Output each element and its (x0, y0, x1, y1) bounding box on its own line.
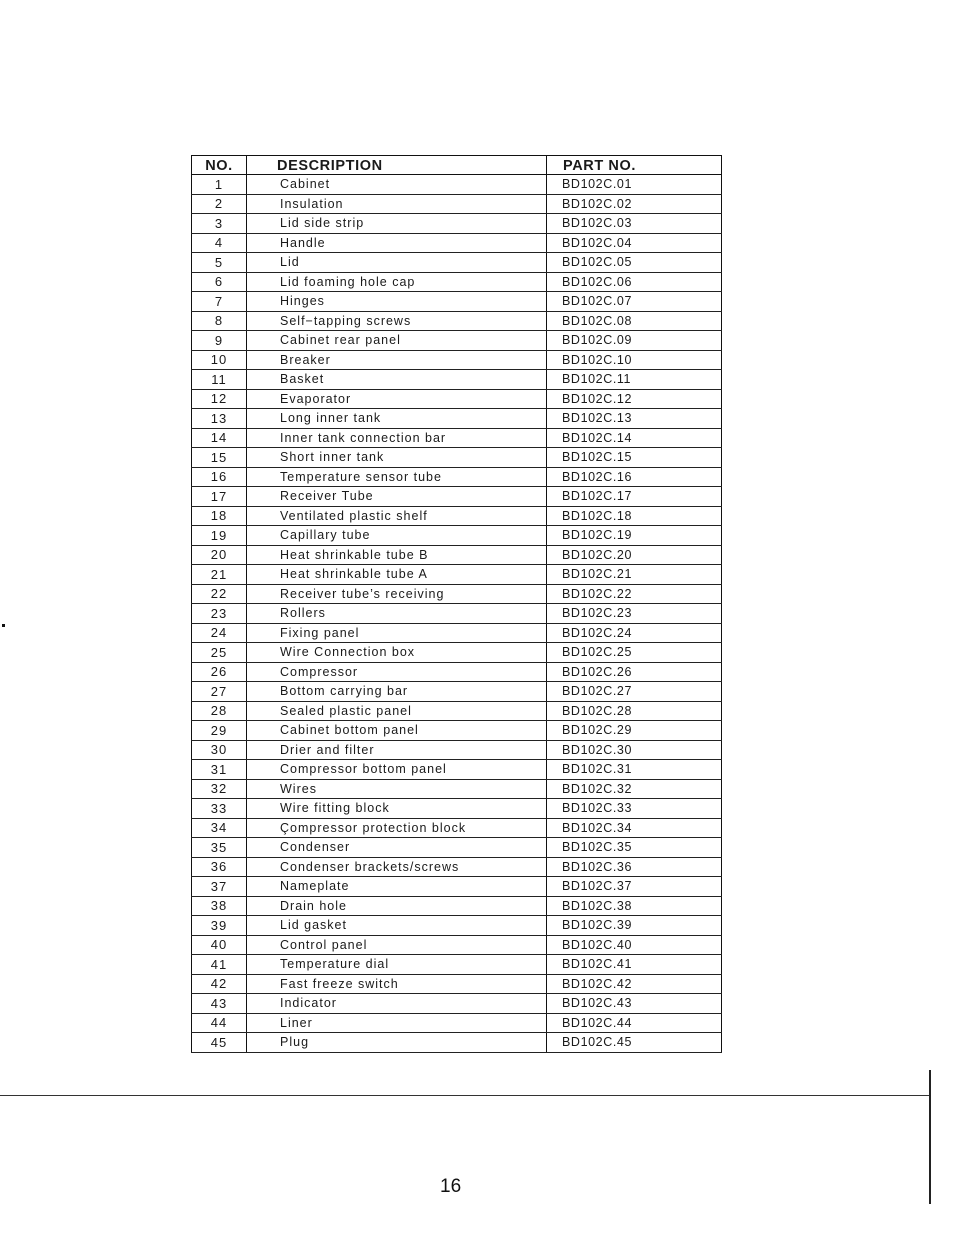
row-description: Lid side strip (247, 214, 547, 234)
parts-table-body (192, 175, 722, 1053)
row-number: 1 (192, 175, 247, 195)
row-number: 45 (192, 1033, 247, 1053)
table-row (192, 760, 722, 780)
row-description: Heat shrinkable tube B (247, 545, 547, 565)
row-number: 31 (192, 760, 247, 780)
row-number: 24 (192, 623, 247, 643)
table-row (192, 272, 722, 292)
table-row (192, 545, 722, 565)
table-row (192, 292, 722, 312)
table-row (192, 701, 722, 721)
row-description: Evaporator (247, 389, 547, 409)
row-description: Drier and filter (247, 740, 547, 760)
row-part-number: BD102C.41 (547, 955, 722, 975)
table-row (192, 935, 722, 955)
row-number: 28 (192, 701, 247, 721)
table-header-row (192, 156, 722, 175)
row-number: 10 (192, 350, 247, 370)
row-part-number: BD102C.12 (547, 389, 722, 409)
row-number: 6 (192, 272, 247, 292)
table-row (192, 467, 722, 487)
row-description: Fast freeze switch (247, 974, 547, 994)
row-part-number: BD102C.18 (547, 506, 722, 526)
row-description: Indicator (247, 994, 547, 1014)
row-number: 11 (192, 370, 247, 390)
row-number: 7 (192, 292, 247, 312)
table-row (192, 389, 722, 409)
row-description: Wires (247, 779, 547, 799)
row-part-number: BD102C.33 (547, 799, 722, 819)
row-part-number: BD102C.05 (547, 253, 722, 273)
table-row (192, 818, 722, 838)
row-part-number: BD102C.39 (547, 916, 722, 936)
table-row (192, 974, 722, 994)
row-number: 42 (192, 974, 247, 994)
page-edge-mark (929, 1070, 931, 1204)
row-part-number: BD102C.40 (547, 935, 722, 955)
table-row (192, 662, 722, 682)
table-row (192, 409, 722, 429)
row-part-number: BD102C.11 (547, 370, 722, 390)
row-part-number: BD102C.34 (547, 818, 722, 838)
row-part-number: BD102C.14 (547, 428, 722, 448)
table-row (192, 1013, 722, 1033)
row-part-number: BD102C.16 (547, 467, 722, 487)
row-number: 9 (192, 331, 247, 351)
table-row (192, 779, 722, 799)
row-description: Handle (247, 233, 547, 253)
row-number: 38 (192, 896, 247, 916)
table-row (192, 623, 722, 643)
row-part-number: BD102C.44 (547, 1013, 722, 1033)
row-description: Inner tank connection bar (247, 428, 547, 448)
row-part-number: BD102C.27 (547, 682, 722, 702)
row-description: Breaker (247, 350, 547, 370)
row-number: 13 (192, 409, 247, 429)
table-row (192, 311, 722, 331)
table-row (192, 857, 722, 877)
row-description: Temperature dial (247, 955, 547, 975)
page-number: 16 (440, 1176, 462, 1197)
table-row (192, 643, 722, 663)
row-number: 8 (192, 311, 247, 331)
row-number: 29 (192, 721, 247, 741)
row-part-number: BD102C.09 (547, 331, 722, 351)
row-part-number: BD102C.28 (547, 701, 722, 721)
table-row (192, 896, 722, 916)
table-row (192, 506, 722, 526)
row-number: 17 (192, 487, 247, 507)
table-row (192, 428, 722, 448)
table-row (192, 194, 722, 214)
row-description: Sealed plastic panel (247, 701, 547, 721)
row-description: Drain hole (247, 896, 547, 916)
row-number: 27 (192, 682, 247, 702)
row-number: 25 (192, 643, 247, 663)
row-number: 33 (192, 799, 247, 819)
table-row (192, 233, 722, 253)
row-part-number: BD102C.37 (547, 877, 722, 897)
row-description: Receiver tube’s receiving (247, 584, 547, 604)
row-number: 22 (192, 584, 247, 604)
row-description: Lid foaming hole cap (247, 272, 547, 292)
row-description: Compressor bottom panel (247, 760, 547, 780)
row-part-number: BD102C.29 (547, 721, 722, 741)
row-number: 36 (192, 857, 247, 877)
row-part-number: BD102C.38 (547, 896, 722, 916)
row-part-number: BD102C.22 (547, 584, 722, 604)
row-number: 16 (192, 467, 247, 487)
row-number: 39 (192, 916, 247, 936)
table-row (192, 565, 722, 585)
table-row (192, 994, 722, 1014)
scan-speck (2, 624, 5, 627)
row-part-number: BD102C.10 (547, 350, 722, 370)
row-description: Bottom carrying bar (247, 682, 547, 702)
row-number: 43 (192, 994, 247, 1014)
row-number: 4 (192, 233, 247, 253)
row-part-number: BD102C.45 (547, 1033, 722, 1053)
header-no: NO. (192, 156, 247, 175)
row-description: Wire Connection box (247, 643, 547, 663)
row-description: Lid gasket (247, 916, 547, 936)
row-part-number: BD102C.03 (547, 214, 722, 234)
row-description: Fixing panel (247, 623, 547, 643)
row-part-number: BD102C.08 (547, 311, 722, 331)
row-description: Capillary tube (247, 526, 547, 546)
row-number: 44 (192, 1013, 247, 1033)
table-row (192, 721, 722, 741)
row-number: 26 (192, 662, 247, 682)
row-description: Cabinet bottom panel (247, 721, 547, 741)
row-part-number: BD102C.15 (547, 448, 722, 468)
row-description: Condenser (247, 838, 547, 858)
table-row (192, 448, 722, 468)
row-part-number: BD102C.32 (547, 779, 722, 799)
header-description: DESCRIPTION (247, 156, 547, 175)
row-description: Condenser brackets/screws (247, 857, 547, 877)
row-description: Self−tapping screws (247, 311, 547, 331)
row-part-number: BD102C.04 (547, 233, 722, 253)
row-number: 19 (192, 526, 247, 546)
row-number: 41 (192, 955, 247, 975)
row-part-number: BD102C.35 (547, 838, 722, 858)
row-number: 18 (192, 506, 247, 526)
table-row (192, 350, 722, 370)
row-number: 34 (192, 818, 247, 838)
row-number: 21 (192, 565, 247, 585)
row-number: 14 (192, 428, 247, 448)
row-description: Çompressor protection block (247, 818, 547, 838)
row-part-number: BD102C.23 (547, 604, 722, 624)
row-number: 30 (192, 740, 247, 760)
row-part-number: BD102C.06 (547, 272, 722, 292)
row-part-number: BD102C.43 (547, 994, 722, 1014)
row-part-number: BD102C.07 (547, 292, 722, 312)
row-description: Nameplate (247, 877, 547, 897)
row-number: 12 (192, 389, 247, 409)
table-row (192, 799, 722, 819)
row-description: Long inner tank (247, 409, 547, 429)
row-part-number: BD102C.42 (547, 974, 722, 994)
parts-list-table (191, 155, 722, 1053)
table-row (192, 526, 722, 546)
row-description: Wire fitting block (247, 799, 547, 819)
row-part-number: BD102C.17 (547, 487, 722, 507)
row-description: Compressor (247, 662, 547, 682)
table-row (192, 682, 722, 702)
row-description: Plug (247, 1033, 547, 1053)
table-row (192, 487, 722, 507)
row-number: 23 (192, 604, 247, 624)
table-row (192, 214, 722, 234)
row-description: Receiver Tube (247, 487, 547, 507)
row-number: 15 (192, 448, 247, 468)
row-number: 40 (192, 935, 247, 955)
row-part-number: BD102C.36 (547, 857, 722, 877)
row-part-number: BD102C.13 (547, 409, 722, 429)
footer-divider (0, 1095, 930, 1096)
row-number: 35 (192, 838, 247, 858)
row-part-number: BD102C.20 (547, 545, 722, 565)
row-description: Insulation (247, 194, 547, 214)
row-number: 20 (192, 545, 247, 565)
table-row (192, 584, 722, 604)
row-description: Ventilated plastic shelf (247, 506, 547, 526)
row-description: Cabinet rear panel (247, 331, 547, 351)
row-part-number: BD102C.31 (547, 760, 722, 780)
row-part-number: BD102C.01 (547, 175, 722, 195)
row-number: 37 (192, 877, 247, 897)
table-row (192, 1033, 722, 1053)
row-part-number: BD102C.25 (547, 643, 722, 663)
row-number: 5 (192, 253, 247, 273)
row-description: Heat shrinkable tube A (247, 565, 547, 585)
row-description: Liner (247, 1013, 547, 1033)
row-description: Temperature sensor tube (247, 467, 547, 487)
row-part-number: BD102C.02 (547, 194, 722, 214)
table-row (192, 175, 722, 195)
table-row (192, 253, 722, 273)
row-description: Hinges (247, 292, 547, 312)
row-part-number: BD102C.26 (547, 662, 722, 682)
row-description: Control panel (247, 935, 547, 955)
table-row (192, 916, 722, 936)
header-part-no: PART NO. (547, 156, 722, 175)
table-row (192, 370, 722, 390)
row-description: Cabinet (247, 175, 547, 195)
row-number: 32 (192, 779, 247, 799)
table-row (192, 877, 722, 897)
table-row (192, 740, 722, 760)
row-number: 3 (192, 214, 247, 234)
row-description: Short inner tank (247, 448, 547, 468)
table-row (192, 955, 722, 975)
row-part-number: BD102C.30 (547, 740, 722, 760)
row-description: Lid (247, 253, 547, 273)
table-row (192, 331, 722, 351)
table-row (192, 604, 722, 624)
row-part-number: BD102C.19 (547, 526, 722, 546)
row-part-number: BD102C.24 (547, 623, 722, 643)
row-number: 2 (192, 194, 247, 214)
row-part-number: BD102C.21 (547, 565, 722, 585)
row-description: Rollers (247, 604, 547, 624)
table-row (192, 838, 722, 858)
row-description: Basket (247, 370, 547, 390)
